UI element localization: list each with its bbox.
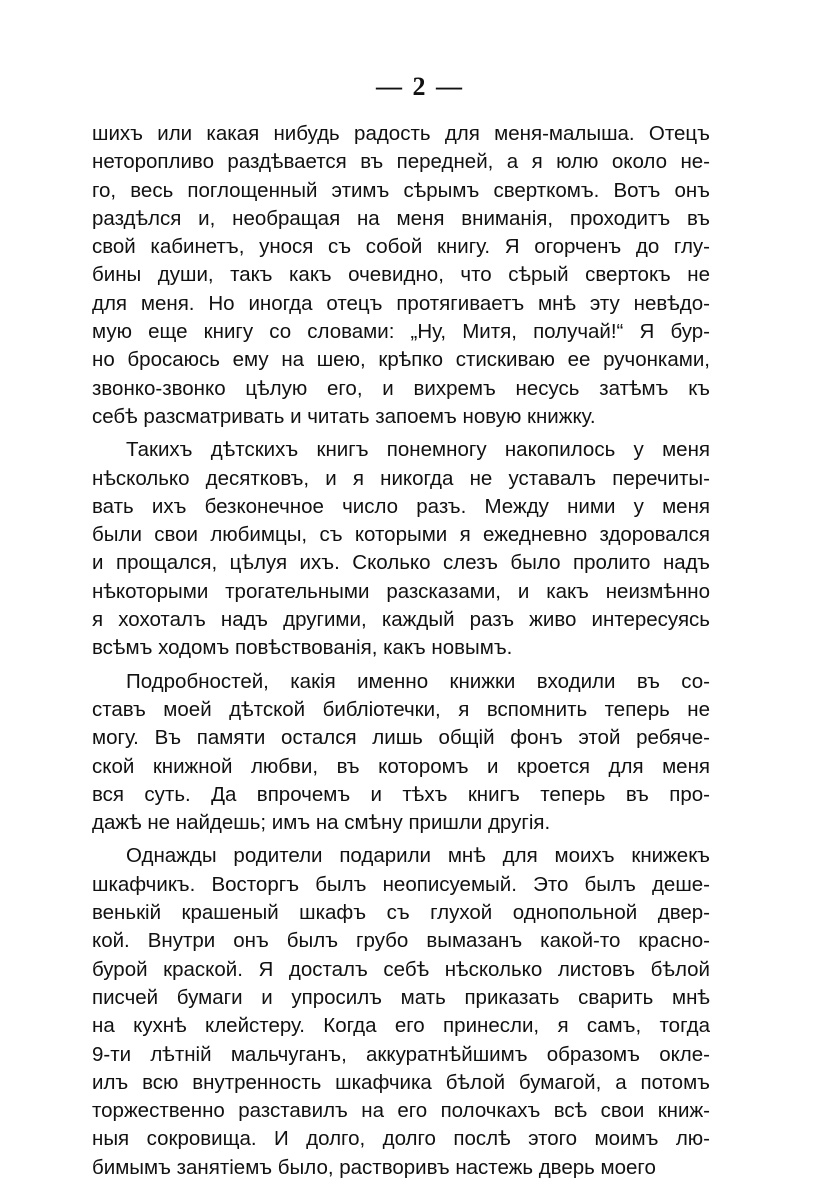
text-line: мую еще книгу со словами: „Ну, Митя, получай!“ Я бур- — [92, 320, 710, 344]
text-line: 9-ти лѣтній мальчуганъ, аккуратнѣйшимъ образомъ окле- — [92, 1042, 710, 1066]
text-line: всѣмъ ходомъ повѣствованія, какъ новымъ. — [92, 636, 513, 660]
text-line: вать ихъ безконечное число разъ. Между ними у меня — [92, 494, 710, 518]
text-line: илъ всю внутренность шкафчика бѣлой бумагой, а потомъ — [92, 1070, 710, 1094]
paragraph — [92, 436, 710, 662]
paragraph — [92, 842, 710, 1182]
text-line: шихъ или какая нибудь радость для меня-малыша. Отецъ — [92, 122, 710, 145]
text-line: для меня. Но иногда отецъ протягиваетъ мнѣ эту невѣдо- — [92, 291, 710, 315]
text-line: ской книжной любви, въ которомъ и кроется для меня — [92, 754, 710, 778]
text-line: ныя сокровища. И долго, долго послѣ этого моимъ лю- — [92, 1127, 710, 1151]
text-line: кой. Внутри онъ былъ грубо вымазанъ какой-то красно- — [92, 929, 710, 953]
text-line: раздѣлся и, необращая на меня вниманія, проходитъ въ — [92, 206, 710, 230]
text-line: я хохоталъ надъ другими, каждый разъ живо интересуясь — [92, 608, 710, 632]
text-line: на кухнѣ клейстеру. Когда его принесли, я самъ, тогда — [92, 1014, 710, 1038]
text-line: бурой краской. Я досталъ себѣ нѣсколько листовъ бѣлой — [92, 957, 710, 981]
body-text — [92, 120, 710, 1182]
text-line: были свои любимцы, съ которыми я ежедневно здоровался — [92, 523, 710, 547]
text-line: ставъ моей дѣтской библіотечки, я вспомнить теперь не — [92, 697, 710, 721]
text-line: неторопливо раздѣвается въ передней, а я юлю около не- — [92, 150, 710, 174]
text-line: звонко-звонко цѣлую его, и вихремъ несусь затѣмъ къ — [92, 376, 710, 400]
paragraph — [92, 668, 710, 838]
text-line: венькій крашеный шкафъ съ глухой однопольной двер- — [92, 901, 710, 925]
text-line: но бросаюсь ему на шею, крѣпко стискиваю ее ручонками, — [92, 348, 710, 372]
text-line: Однажды родители подарили мнѣ для моихъ книжекъ — [126, 844, 710, 868]
text-line: го, весь поглощенный этимъ сѣрымъ сверткомъ. Вотъ онъ — [92, 178, 710, 202]
text-line: бимымъ занятіемъ было, растворивъ настежь дверь моего — [92, 1155, 656, 1179]
text-line: бины души, такъ какъ очевидно, что сѣрый свертокъ не — [92, 263, 710, 287]
text-line: шкафчикъ. Восторгъ былъ неописуемый. Это былъ деше- — [92, 872, 710, 896]
text-line: нѣкоторыми трогательными разсказами, и какъ неизмѣнно — [92, 579, 710, 603]
text-line: писчей бумаги и упросилъ мать приказать сварить мнѣ — [92, 985, 710, 1009]
text-line: Такихъ дѣтскихъ книгъ понемногу накопилось у меня — [126, 438, 710, 462]
page-number: — 2 — — [376, 72, 464, 101]
text-line: и прощался, цѣлуя ихъ. Сколько слезъ было пролито надъ — [92, 551, 710, 575]
text-line: дажѣ не найдешь; имъ на смѣну пришли другія. — [92, 811, 551, 835]
text-line: нѣсколько десятковъ, и я никогда не уставалъ перечиты- — [92, 466, 710, 490]
text-line: себѣ разсматривать и читать запоемъ новую книжку. — [92, 404, 596, 428]
text-line: свой кабинетъ, унося съ собой книгу. Я огорченъ до глу- — [92, 235, 710, 259]
paragraph — [92, 120, 710, 431]
text-line: торжественно разставилъ на его полочкахъ всѣ свои книж- — [92, 1099, 710, 1123]
text-line: вся суть. Да впрочемъ и тѣхъ книгъ теперь въ про- — [92, 782, 710, 806]
text-line: Подробностей, какія именно книжки входили въ со- — [126, 669, 710, 693]
text-line: могу. Въ памяти остался лишь общій фонъ этой ребяче- — [92, 726, 710, 750]
